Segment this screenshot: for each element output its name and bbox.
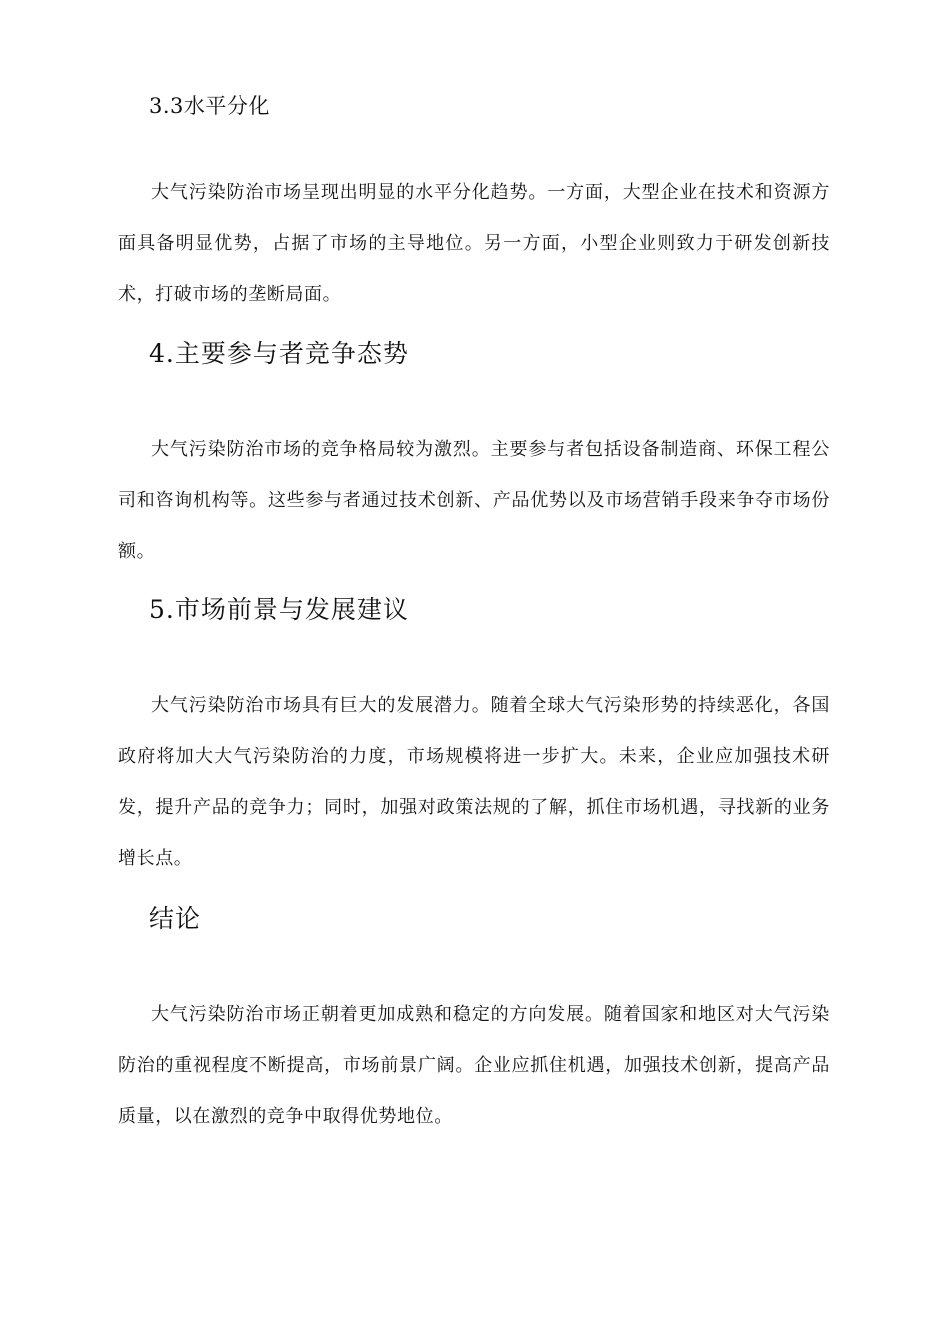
section-paragraph: 大气污染防治市场的竞争格局较为激烈。主要参与者包括设备制造商、环保工程公司和咨询机构等。这些参与者通过技术创新、产品优势以及市场营销手段来争夺市场份额。 (118, 439, 830, 562)
section-conclusion (118, 903, 830, 1142)
section-competition (118, 338, 830, 577)
section-heading: 结论 (149, 904, 202, 933)
section-paragraph: 大气污染防治市场正朝着更加成熟和稳定的方向发展。随着国家和地区对大气污染防治的重视程度不断提高，市场前景广阔。企业应抓住机遇，加强技术创新，提高产品质量，以在激烈的竞争中取得优势地位。 (118, 1004, 830, 1127)
section-heading: 3.3水平分化 (149, 94, 270, 118)
section-horizontal-differentiation (118, 92, 830, 320)
section-heading: 5.市场前景与发展建议 (149, 595, 409, 624)
section-paragraph: 大气污染防治市场呈现出明显的水平分化趋势。一方面，大型企业在技术和资源方面具备明显优势，占据了市场的主导地位。另一方面，小型企业则致力于研发创新技术，打破市场的垄断局面。 (118, 182, 830, 305)
section-outlook (118, 594, 830, 884)
section-paragraph: 大气污染防治市场具有巨大的发展潜力。随着全球大气污染形势的持续恶化，各国政府将加大大气污染防治的力度，市场规模将进一步扩大。未来，企业应加强技术研发，提升产品的竞争力；同时，加强对政策法规的了解，抓住市场机遇，寻找新的业务增长点。 (118, 695, 830, 869)
section-heading: 4.主要参与者竞争态势 (149, 339, 409, 368)
